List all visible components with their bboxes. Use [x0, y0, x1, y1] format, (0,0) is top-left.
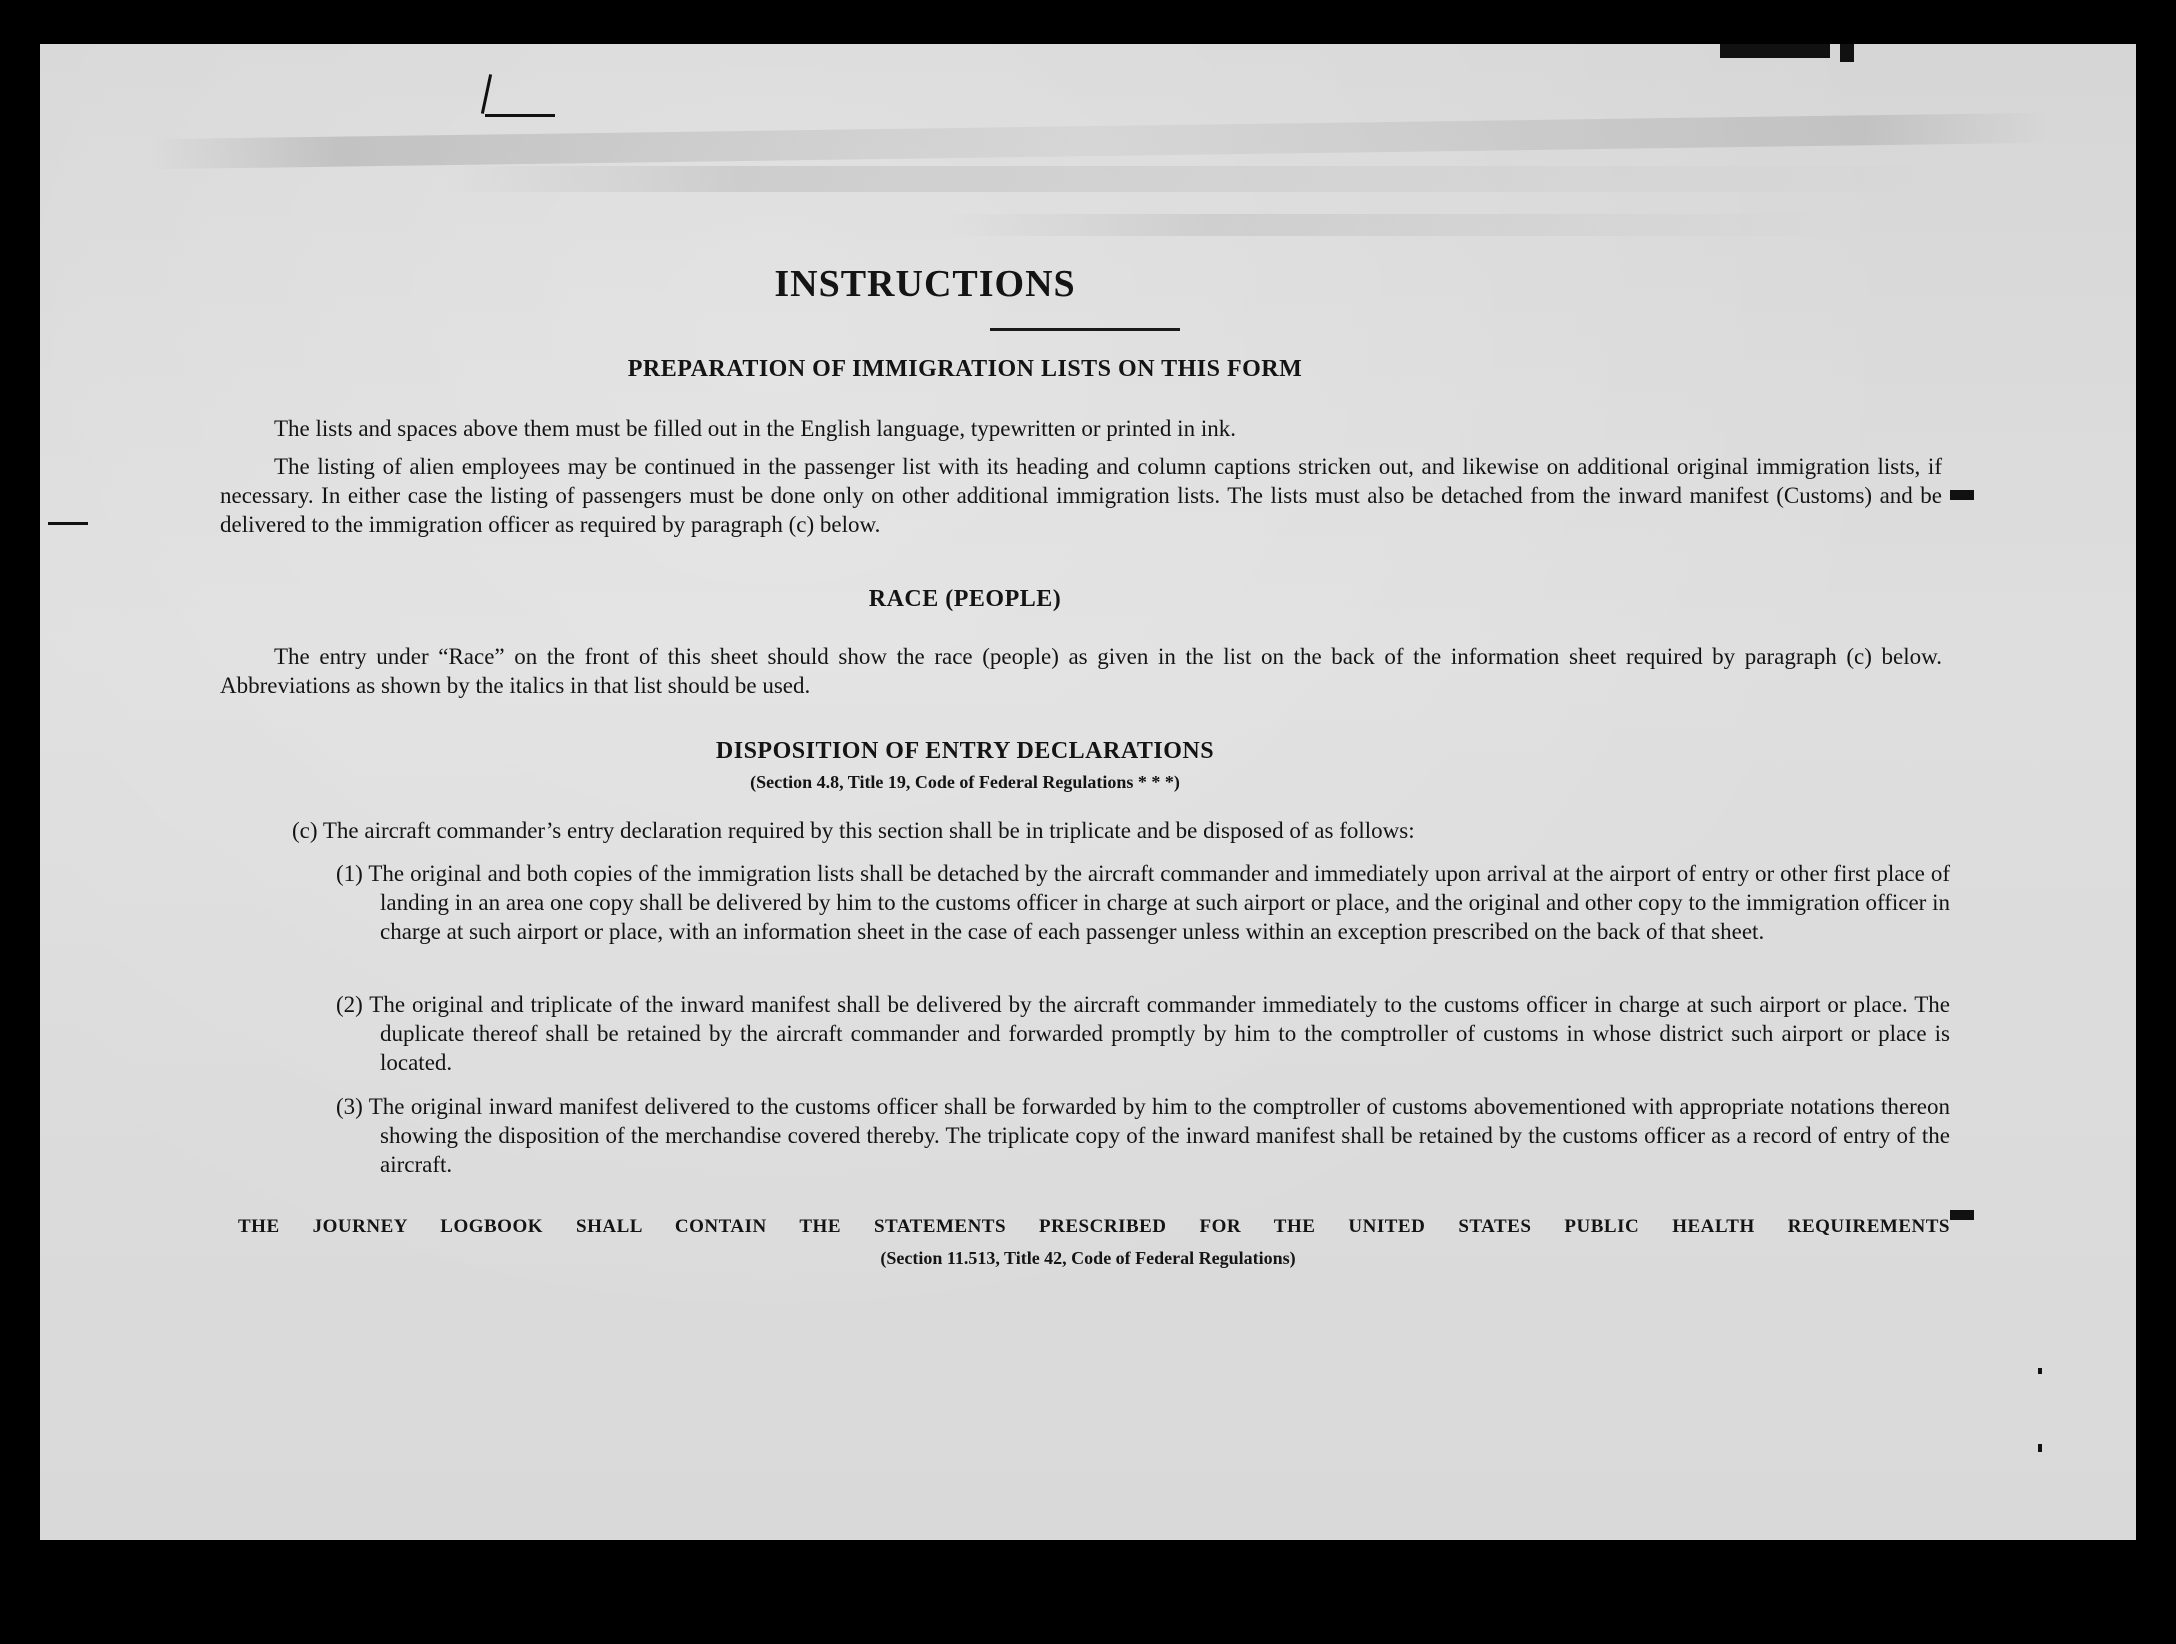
disposition-item-1: (1) The original and both copies of the immigration lists shall be detached by the aircraft commander and immediately upon arrival at the airport of entry or other first place of landing in an area one copy shall be delivered by him to the customs officer in charge at such airport or place, and the original and other copy to the immigration officer in charge at such airport or place, with an information sheet in the case of each passenger unless within an exception prescribed on the back of that sheet. [336, 861, 1950, 944]
page-title: INSTRUCTIONS [774, 263, 1076, 305]
bleed-through-row [150, 113, 2050, 170]
section-heading-disposition: DISPOSITION OF ENTRY DECLARATIONS [715, 738, 1215, 764]
footer-statement: THE JOURNEY LOGBOOK SHALL CONTAIN THE STATEMENTS PRESCRIBED FOR THE UNITED STATES PUBLIC HEALTH REQUIREMENTS [238, 1216, 1950, 1237]
section-heading-preparation: PREPARATION OF IMMIGRATION LISTS ON THIS FORM [627, 356, 1303, 382]
bleed-through-row [940, 214, 1840, 236]
stray-margin-mark [48, 522, 88, 525]
bleed-through-row [440, 166, 1940, 192]
preparation-paragraph-1: The lists and spaces above them must be filled out in the English language, typewritten or printed in ink. [274, 416, 1236, 441]
preparation-paragraph-2: The listing of alien employees may be continued in the passenger list with its heading and column captions stricken out, and likewise on additional original immigration lists, if necessary. In either case the listing of passengers must be done only on other additional immigration lists. The lists must also be detached from the inward manifest (Customs) and be delivered to the immigration officer as required by paragraph (c) below. [220, 454, 1942, 537]
stray-margin-mark [1950, 490, 1974, 500]
stray-pen-mark [481, 74, 492, 114]
footer-citation: (Section 11.513, Title 42, Code of Federal Regulations) [880, 1248, 1296, 1268]
section-heading-race: RACE (PEOPLE) [868, 586, 1062, 612]
stray-margin-mark [1950, 1210, 1974, 1220]
stray-edge-mark [1840, 44, 1854, 62]
race-paragraph: The entry under “Race” on the front of this sheet should show the race (people) as given in the list on the back of the information sheet required by paragraph (c) below. Abbreviations as shown by the italics in that list should be used. [220, 644, 1942, 698]
disposition-item-3: (3) The original inward manifest delivered to the customs officer shall be forwarded by him to the comptroller of customs abovementioned with appropriate notations thereon showing the disposition of the merchandise covered thereby. The triplicate copy of the inward manifest shall be retained by the customs officer as a record of entry of the aircraft. [336, 1094, 1950, 1177]
stray-edge-mark [1720, 44, 1830, 58]
stray-pen-mark [485, 114, 555, 117]
title-underline [990, 328, 1180, 331]
disposition-intro: (c) The aircraft commander’s entry declaration required by this section shall be in triplicate and be disposed of as follows: [292, 818, 1415, 843]
stray-dot [2038, 1368, 2042, 1374]
disposition-item-2: (2) The original and triplicate of the inward manifest shall be delivered by the aircraft commander immediately to the customs officer in charge at such airport or place. The duplicate thereof shall be retained by the aircraft commander and forwarded promptly by him to the comptroller of customs in whose district such airport or place is located. [336, 992, 1950, 1075]
disposition-citation: (Section 4.8, Title 19, Code of Federal Regulations * * *) [750, 772, 1180, 792]
document-sheet [40, 44, 2136, 1540]
stray-dot [2038, 1444, 2042, 1452]
